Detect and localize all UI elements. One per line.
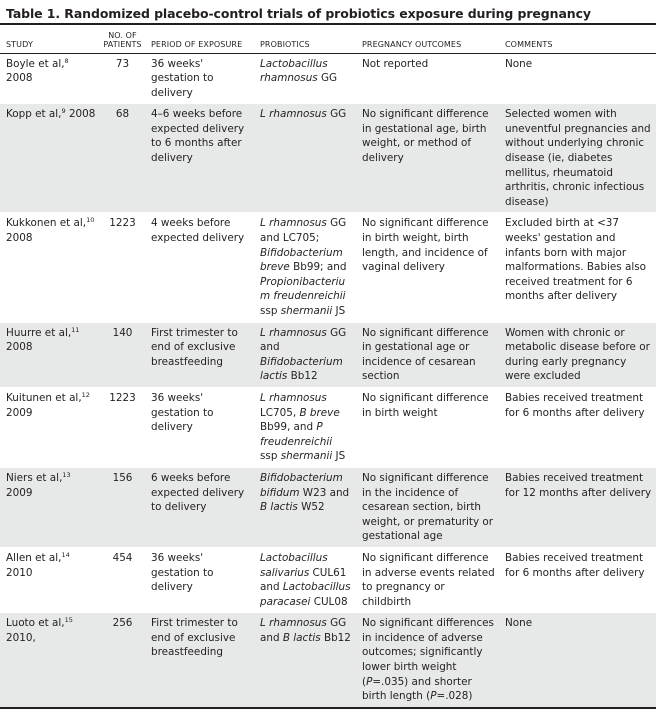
header-comments: COMMENTS	[505, 40, 553, 49]
study-year: 2008	[6, 72, 33, 85]
study-author: Niers et al,	[6, 471, 63, 484]
italic-text: shermanii	[280, 305, 333, 317]
study-author: Boyle et al,	[6, 57, 65, 70]
header-probiotics: PROBIOTICS	[260, 40, 310, 49]
cell-study	[0, 213, 100, 322]
cell-comments: Excluded birth at <37 weeks' gestation and infants born with major malformations. Babies also received treatment for 6 months after delivery	[505, 217, 647, 303]
study-year: 2010	[6, 566, 33, 579]
italic-text: Bifidobacterium breve	[260, 246, 343, 274]
header-study: STUDY	[6, 40, 33, 49]
study-year: 2008	[68, 108, 96, 121]
table-row	[0, 547, 656, 612]
italic-text: Bifidobacterium lactis	[260, 355, 343, 383]
cell-period: 4–6 weeks before expected delivery to 6 months after delivery	[151, 108, 245, 165]
header-patients-line2: PATIENTS	[103, 40, 142, 49]
text: Bb12	[320, 631, 351, 644]
table-row	[0, 104, 656, 213]
text: GG	[317, 72, 338, 85]
cell-period: 6 weeks before expected delivery to delivery	[151, 471, 245, 514]
cell-patients: 73	[115, 57, 130, 70]
italic-text: B breve	[299, 406, 340, 419]
cell-study	[0, 104, 100, 213]
cell-period: 36 weeks' gestation to delivery	[151, 551, 214, 594]
cell-outcomes: No significant difference in gestational age, birth weight, or method of delivery	[362, 108, 489, 165]
cell-outcomes: No significant difference in birth weight	[362, 391, 489, 419]
cell-period: First trimester to end of exclusive breastfeeding	[151, 326, 238, 368]
study-year: 2010,	[6, 631, 36, 644]
text: Bb99, and	[260, 421, 317, 434]
cell-probiotics	[254, 104, 356, 213]
reference-number: 15	[64, 616, 73, 625]
cell-comments: Babies received treatment for 6 months after delivery	[505, 551, 645, 579]
text: JS	[332, 450, 346, 463]
italic-text: Lactobacillus paracasei	[260, 581, 351, 608]
cell-probiotics	[254, 322, 356, 387]
cell-comments: None	[505, 617, 533, 630]
text: CUL08	[310, 595, 348, 608]
cell-probiotics	[254, 613, 356, 708]
reference-number: 14	[61, 550, 70, 559]
reference-number: 10	[86, 216, 95, 225]
text: W23 and	[299, 486, 350, 499]
text: JS	[332, 305, 346, 317]
reference-number: 8	[64, 56, 69, 65]
cell-patients: 256	[112, 617, 133, 630]
italic-text: shermanii	[280, 450, 333, 463]
study-year: 2009	[6, 406, 33, 419]
table-row	[0, 322, 656, 387]
text: GG and	[260, 617, 347, 644]
cell-patients: 156	[112, 471, 133, 484]
reference-number: 12	[81, 390, 90, 399]
cell-comments: Babies received treatment for 12 months after delivery	[505, 471, 652, 499]
cell-period: 4 weeks before expected delivery	[151, 217, 245, 245]
text: LC705,	[260, 406, 300, 419]
study-author: Kuitunen et al,	[6, 391, 82, 404]
italic-text: Lactobacillus salivarius	[260, 551, 328, 579]
cell-outcomes: No significant difference in the incidence of cesarean section, birth weight, or prematurity or gestational age	[362, 471, 494, 543]
cell-outcomes: No significant difference in adverse events related to pregnancy or childbirth	[362, 551, 495, 608]
text: W52	[297, 501, 325, 514]
cell-probiotics	[254, 53, 356, 104]
cell-patients: 1223	[109, 217, 136, 230]
table-row	[0, 387, 656, 467]
probiotics-trials-table	[0, 25, 656, 709]
cell-comments: None	[505, 57, 533, 70]
table-title: Table 1. Randomized placebo-control trials of probiotics exposure during pregnancy	[6, 6, 591, 21]
italic-text: L rhamnosus	[260, 108, 327, 121]
table-body	[0, 53, 656, 708]
italic-text: P freudenreichii	[260, 421, 333, 448]
italic-text: L rhamnosus	[260, 617, 327, 630]
italic-text: Lactobacillus rhamnosus	[260, 57, 328, 85]
study-author: Kopp et al,	[6, 108, 62, 121]
study-year: 2008	[6, 341, 33, 354]
text: =.035) and shorter birth length (	[362, 675, 472, 703]
reference-number: 13	[62, 470, 71, 479]
italic-text: L rhamnosus	[260, 326, 327, 339]
study-author: Kukkonen et al,	[6, 217, 87, 230]
reference-number: 11	[71, 325, 80, 334]
text: ssp	[260, 305, 281, 317]
cell-study	[0, 53, 100, 104]
cell-probiotics	[254, 467, 356, 547]
study-author: Allen et al,	[6, 551, 62, 564]
cell-outcomes: Not reported	[362, 57, 429, 70]
reference-number: 9	[61, 107, 66, 116]
text: =.028)	[436, 690, 473, 703]
text: GG and	[260, 326, 347, 354]
cell-study	[0, 387, 100, 467]
italic-text: P	[366, 675, 373, 688]
cell-period: 36 weeks' gestation to delivery	[151, 391, 214, 434]
cell-study	[0, 322, 100, 387]
italic-text: L rhamnosus	[260, 391, 327, 404]
text: No significant differences in incidence of adverse outcomes; significantly lower birth weight (	[362, 617, 494, 688]
cell-period: First trimester to end of exclusive breastfeeding	[151, 617, 238, 659]
table-row	[0, 213, 656, 322]
cell-outcomes	[356, 613, 499, 708]
cell-comments: Selected women with uneventful pregnancies and without underlying chronic disease (ie, diabetes mellitus, rheumatoid arthritis, chronic infectious disease)	[505, 108, 651, 208]
cell-patients: 140	[112, 326, 133, 339]
header-patients-line1: NO. OF	[108, 30, 137, 40]
cell-period: 36 weeks' gestation to delivery	[151, 57, 214, 99]
cell-probiotics	[254, 387, 356, 467]
table-row	[0, 613, 656, 708]
study-author: Luoto et al,	[6, 617, 65, 630]
cell-study	[0, 613, 100, 708]
cell-outcomes: No significant difference in birth weight, birth length, and incidence of vaginal delivery	[362, 217, 489, 274]
cell-patients: 454	[112, 551, 133, 564]
table-row	[0, 467, 656, 547]
cell-study	[0, 547, 100, 612]
italic-text: Propionibacterium freudenreichii	[260, 275, 346, 303]
italic-text: B lactis	[282, 631, 321, 644]
cell-outcomes: No significant difference in gestational age or incidence of cesarean section	[362, 326, 489, 383]
header-patients	[100, 25, 145, 53]
header-outcomes: PREGNANCY OUTCOMES	[362, 40, 462, 49]
cell-comments: Women with chronic or metabolic disease before or during early pregnancy were excluded	[505, 326, 650, 383]
text: Bb99; and	[289, 261, 347, 274]
cell-study	[0, 467, 100, 547]
italic-text: P	[430, 690, 437, 703]
table-header	[0, 25, 656, 53]
study-year: 2008	[6, 232, 33, 245]
header-period: PERIOD OF EXPOSURE	[151, 40, 243, 49]
italic-text: L rhamnosus	[260, 217, 327, 230]
text: GG	[326, 108, 347, 121]
study-author: Huurre et al,	[6, 326, 72, 339]
cell-patients: 68	[115, 108, 130, 121]
italic-text: B lactis	[260, 501, 298, 514]
study-year: 2009	[6, 486, 33, 499]
text: Bb12	[287, 370, 318, 383]
italic-text: Bifidobacterium bifidum	[260, 471, 343, 499]
text: ssp	[260, 450, 281, 463]
table-row	[0, 53, 656, 104]
cell-probiotics	[254, 547, 356, 612]
cell-patients: 1223	[109, 391, 136, 404]
cell-comments: Babies received treatment for 6 months after delivery	[505, 391, 645, 419]
cell-probiotics	[254, 213, 356, 322]
text: GG and LC705;	[260, 217, 347, 245]
text: CUL61 and	[260, 566, 347, 594]
